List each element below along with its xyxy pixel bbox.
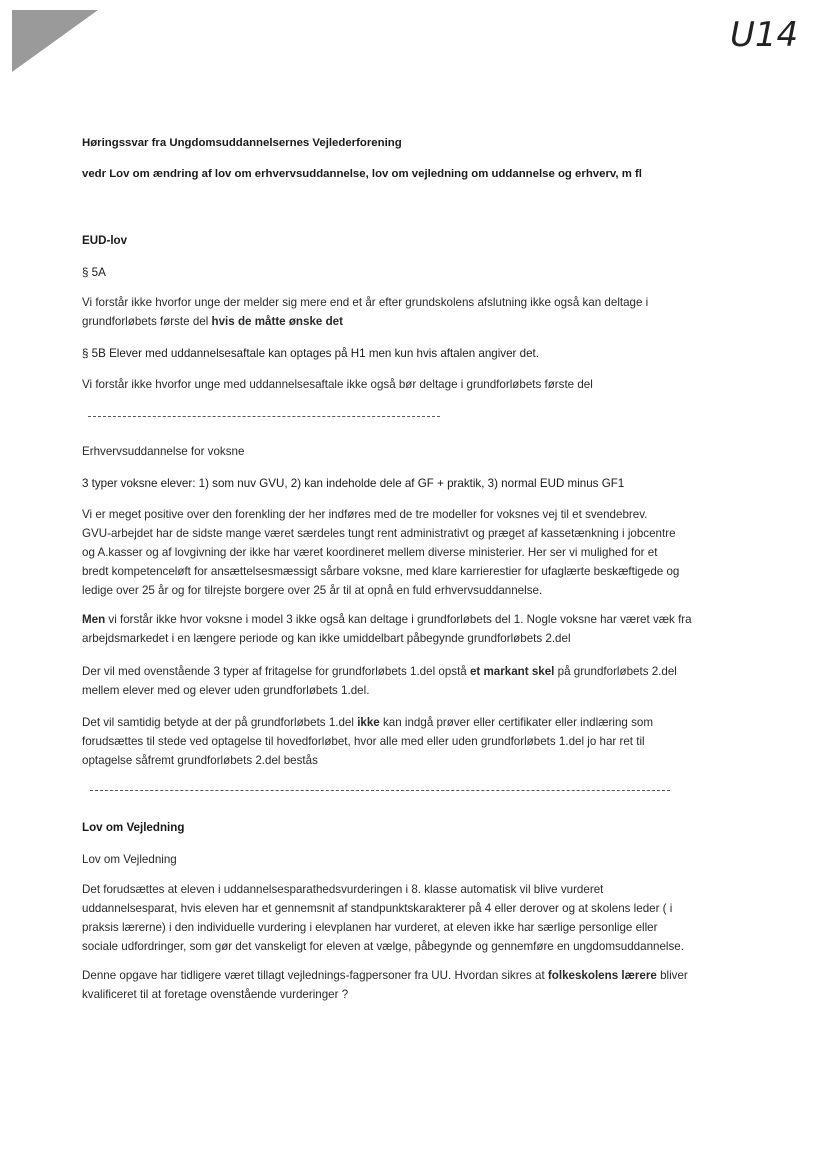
corner-fold-mark: [12, 10, 98, 72]
svg-text:U14: U14: [730, 15, 799, 54]
eud-p1-line1: Vi forstår ikke hvorfor unge der melder sig mere end et år efter grundskolens afslutning ikke også kan deltage i: [82, 296, 649, 309]
eud-heading: EUD-lov: [82, 234, 128, 247]
section-5b: § 5B Elever med uddannelsesaftale kan optages på H1 men kun hvis aftalen angiver det.: [82, 347, 539, 360]
eud-paragraph-1: [82, 293, 742, 331]
eud-paragraph-2: [82, 375, 742, 394]
vejledning-p2-line1: Denne opgave har tidligere været tillagt vejlednings-fagpersoner fra UU. Hvordan sikres at folkeskolens lærere bliver: [82, 969, 688, 982]
vejledning-p1-line: Det forudsættes at eleven i uddannelsesparathedsvurderingen i 8. klasse automatisk vil blive vurderet: [82, 883, 604, 896]
adults-section: [82, 442, 742, 461]
adults-paragraph-3: [82, 662, 742, 700]
eud-p1-line2-text: grundforløbets første del: [82, 315, 212, 328]
adults-p2-line2: arbejdsmarkedet i en længere periode og kan ikke umiddelbart påbegynde grundforløbets 2.del: [82, 632, 571, 645]
vejledning-paragraph-2: [82, 966, 742, 1004]
vejledning-p1-line: uddannelsesparat, hvis eleven har et gennemsnit af standpunktskarakterer på 4 eller derover og at skolens leder ( i: [82, 902, 673, 915]
adults-p3-emphasis: et markant skel: [469, 665, 555, 678]
adults-heading: Erhvervsuddannelse for voksne: [82, 445, 245, 458]
adults-paragraph-4: [82, 713, 742, 770]
vejledning-heading: Lov om Vejledning: [82, 821, 185, 834]
adults-paragraph-2: [82, 610, 742, 648]
adults-types-block: [82, 474, 742, 493]
eud-p1-line2: [82, 312, 742, 331]
vejledning-p2-emphasis: folkeskolens lærere: [547, 969, 657, 982]
vejledning-subheading-block: [82, 850, 742, 869]
adults-p2-line1: Men vi forstår ikke hvor voksne i model 3 ikke også kan deltage i grundforløbets del 1. Nogle voksne har været væk fra: [82, 613, 692, 626]
adults-p1-line: ledige over 25 år og for tilrejste borgere over 25 år til at opnå en fuld erhvervsuddannelse.: [82, 584, 543, 597]
adults-p3-line2: mellem elever med og elever uden grundforløbets 1.del.: [82, 684, 370, 697]
adults-p1-line: bredt kompetenceløft for ansættelsesmæssigt sårbare voksne, med klare karrierestier for ufaglærte beskæftigede og: [82, 565, 680, 578]
separator-line: [88, 416, 440, 417]
section-5a: § 5A: [82, 266, 106, 279]
adults-p4-emphasis: ikke: [357, 716, 380, 729]
vejledning-paragraph-1: [82, 880, 742, 956]
adults-p1-line: og A.kasser og af lovgivning der ikke har været koordineret mellem diverse ministerier. Her ser vi mulighed for et: [82, 546, 658, 559]
adults-p3-line1: Der vil med ovenstående 3 typer af fritagelse for grundforløbets 1.del opstå et markant skel på grundforløbets 2.del: [82, 665, 677, 678]
adults-p1-line: Vi er meget positive over den forenkling der her indføres med de tre modeller for voksnes vej til et svendebrev.: [82, 508, 648, 521]
handwritten-stamp: [728, 8, 810, 54]
vejledning-subheading: Lov om Vejledning: [82, 853, 177, 866]
document-header: [82, 134, 742, 153]
adults-p4-line1: Det vil samtidig betyde at der på grundforløbets 1.del ikke kan indgå prøver eller certifikater eller indlæring som: [82, 716, 653, 729]
vejledning-section: [82, 818, 742, 837]
section-5a-block: [82, 263, 742, 282]
adults-p4-line3: optagelse såfremt grundforløbets 2.del bestås: [82, 754, 318, 767]
eud-p2: Vi forstår ikke hvorfor unge med uddannelsesaftale ikke også bør deltage i grundforløbets første del: [82, 378, 593, 391]
document-title: Høringssvar fra Ungdomsuddannelsernes Vejlederforening: [82, 137, 402, 149]
adults-paragraph-1: [82, 505, 742, 600]
document-subtitle-block: [82, 165, 742, 184]
vejledning-p2-line2: kvalificeret til at foretage ovenstående vurderinger ?: [82, 988, 349, 1001]
adults-p2-emphasis: Men: [82, 613, 106, 626]
vejledning-p1-line: praksis lærerne) i den individuelle vurdering i elevplanen har vurderet, at eleven ikke har særlige personlige eller: [82, 921, 658, 934]
eud-p1-emphasis: hvis de måtte ønske det: [211, 315, 343, 328]
document-subtitle: vedr Lov om ændring af lov om erhvervsuddannelse, lov om vejledning om uddannelse og erhverv, m fl: [82, 168, 642, 180]
adults-p4-line2: forudsættes til stede ved optagelse til hovedforløbet, hvor alle med eller uden grundforløbets 1.del jo har ret til: [82, 735, 645, 748]
vejledning-p1-line: sociale udfordringer, som gør det vanskeligt for eleven at vælge, påbegynde og gennemføre en ungdomsuddannelse.: [82, 940, 684, 953]
adults-types: 3 typer voksne elever: 1) som nuv GVU, 2) kan indeholde dele af GF + praktik, 3) normal EUD minus GF1: [82, 477, 625, 490]
section-5b-block: [82, 344, 742, 363]
adults-p1-line: GVU-arbejdet har de sidste mange været særdeles tungt rent administrativt og præget af kassetænkning i jobcentre: [82, 527, 676, 540]
separator-line: [90, 790, 670, 791]
eud-section: [82, 231, 742, 250]
